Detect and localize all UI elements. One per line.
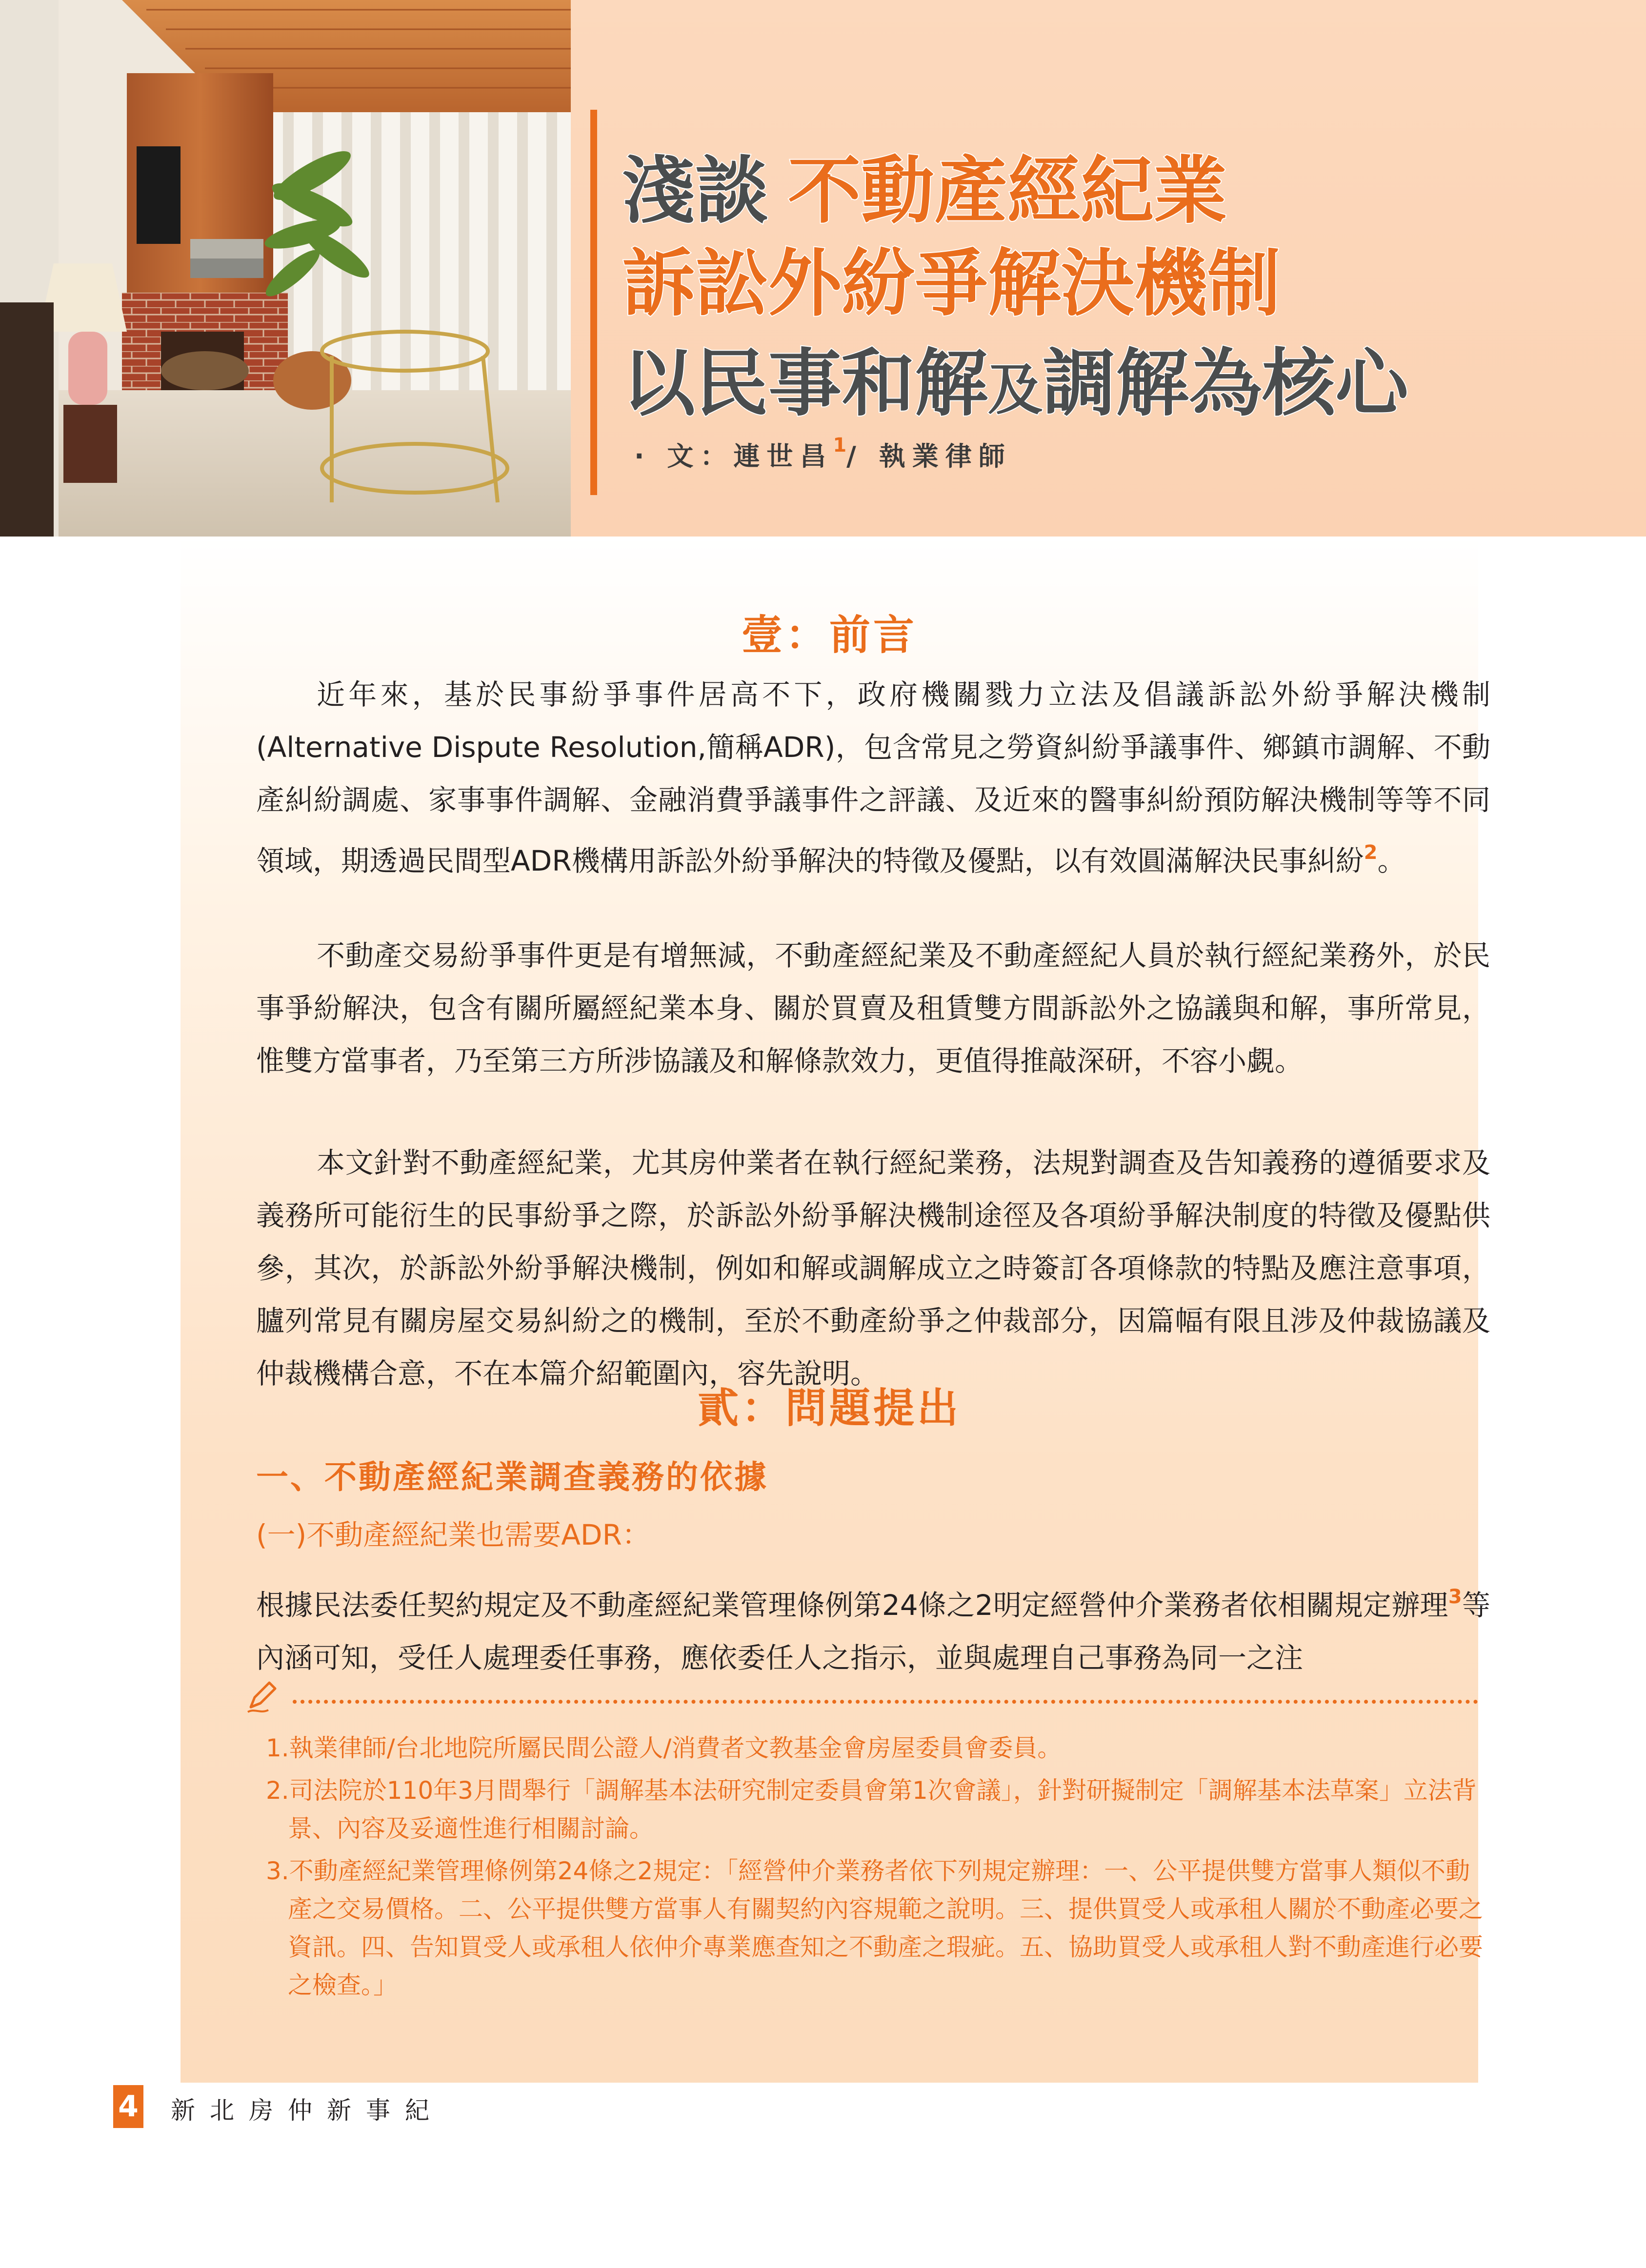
title-highlight: 不動產經紀業 xyxy=(788,149,1227,234)
byline-prefix: · 文：連世昌 xyxy=(634,441,833,472)
footnote-divider xyxy=(293,1700,1478,1704)
title-line-2: 訴訟外紛爭解決機制 xyxy=(622,241,1281,326)
subheading-1: 一、不動產經紀業調查義務的依據 xyxy=(256,1458,768,1496)
footnote-ref-2[interactable]: 2 xyxy=(1364,841,1378,864)
title-line-3-a: 以民事和解 xyxy=(622,341,988,426)
publication-name: 新北房仲新事紀 xyxy=(171,2096,444,2125)
title-line-3 xyxy=(622,324,1408,430)
paragraph-1 xyxy=(256,668,1490,887)
paragraph-4-text-a: 根據民法委任契約規定及不動產經紀業管理條例第24條之2明定經營仲介業務者依相關規定辦理 xyxy=(256,1589,1448,1622)
paragraph-4-text-b: 等內涵可知，受任人處理委任事務，應依委任人之指示，並與處理自己事務為同一之注 xyxy=(256,1589,1490,1674)
title-line-1 xyxy=(622,132,1227,237)
footnote-2: 2.司法院於110年3月間舉行「調解基本法研究制定委員會第1次會議」，針對研擬制定「調解基本法草案」立法背景、內容及妥適性進行相關討論。 xyxy=(266,1776,1477,1843)
paragraph-2: 不動產交易紛爭事件更是有增無減，不動產經紀業及不動產經紀人員於執行經紀業務外，於民事爭紛解決，包含有關所屬經紀業本身、關於買賣及租賃雙方間訴訟外之協議與和解，事所常見，惟雙方當事者，乃至第三方所涉協議及和解條款效力，更值得推敲深研，不容小覷。 xyxy=(256,939,1490,1077)
title-line-3-b: 調解為核心 xyxy=(1043,341,1409,426)
footnote-1: 1.執業律師/台北地院所屬民間公證人/消費者文教基金會房屋委員會委員。 xyxy=(266,1734,1062,1762)
paragraph-4 xyxy=(256,1571,1490,1684)
title-lead: 淺談 xyxy=(622,149,769,234)
title-accent-rule xyxy=(590,110,597,495)
page-number: 4 xyxy=(113,2085,143,2128)
interior-photo xyxy=(0,0,571,537)
section-title-intro: 壹：前言 xyxy=(741,611,917,659)
paragraph-1-end: 。 xyxy=(1377,844,1406,877)
byline-suffix: / 執業律師 xyxy=(846,441,1012,472)
paragraph-3: 本文針對不動產經紀業，尤其房仲業者在執行經紀業務，法規對調查及告知義務的遵循要求及義務所可能衍生的民事紛爭之際，於訴訟外紛爭解決機制途徑及各項紛爭解決制度的特徵及優點供參，其次，於訴訟外紛爭解決機制，例如和解或調解成立之時簽訂各項條款的特點及應注意事項，臚列常見有關房屋交易糾紛之的機制，至於不動產紛爭之仲裁部分，因篇幅有限且涉及仲裁協議及仲裁機構合意，不在本篇介紹範圍內，容先說明。 xyxy=(256,1146,1490,1390)
interior-photo-illustration xyxy=(0,0,571,537)
title-line-3-small: 及 xyxy=(988,358,1043,422)
footnote-3: 3.不動產經紀業管理條例第24條之2規定：「經營仲介業務者依下列規定辦理：一、公平提供雙方當事人類似不動產之交易價格。二、公平提供雙方當事人有關契約內容規範之說明。三、提供買受人或承租人關於不動產必要之資訊。四、告知買受人或承租人依仲介專業應查知之不動產之瑕疵。五、協助買受人或承租人對不動產進行必要之檢查。」 xyxy=(266,1857,1483,1999)
byline xyxy=(634,434,1012,473)
subheading-2: (一)不動產經紀業也需要ADR： xyxy=(256,1518,650,1552)
footnote-ref-3[interactable]: 3 xyxy=(1448,1586,1462,1608)
paragraph-1-text: 近年來，基於民事紛爭事件居高不下，政府機關戮力立法及倡議訴訟外紛爭解決機制(Alternative Dispute Resolution,簡稱ADR)，包含常見之勞資糾紛爭議事件、鄉鎮市調解、不動產糾紛調處、家事事件調解、金融消費爭議事件之評議、及近來的醫事糾紛預防解決機制等等不同領域，期透過民間型ADR機構用訴訟外紛爭解決的特徵及優點，以有效圓滿解決民事糾紛 xyxy=(256,678,1490,877)
byline-footnote-ref[interactable]: 1 xyxy=(833,434,847,457)
section-title-problem: 貳：問題提出 xyxy=(697,1384,961,1432)
pen-icon xyxy=(244,1678,283,1717)
